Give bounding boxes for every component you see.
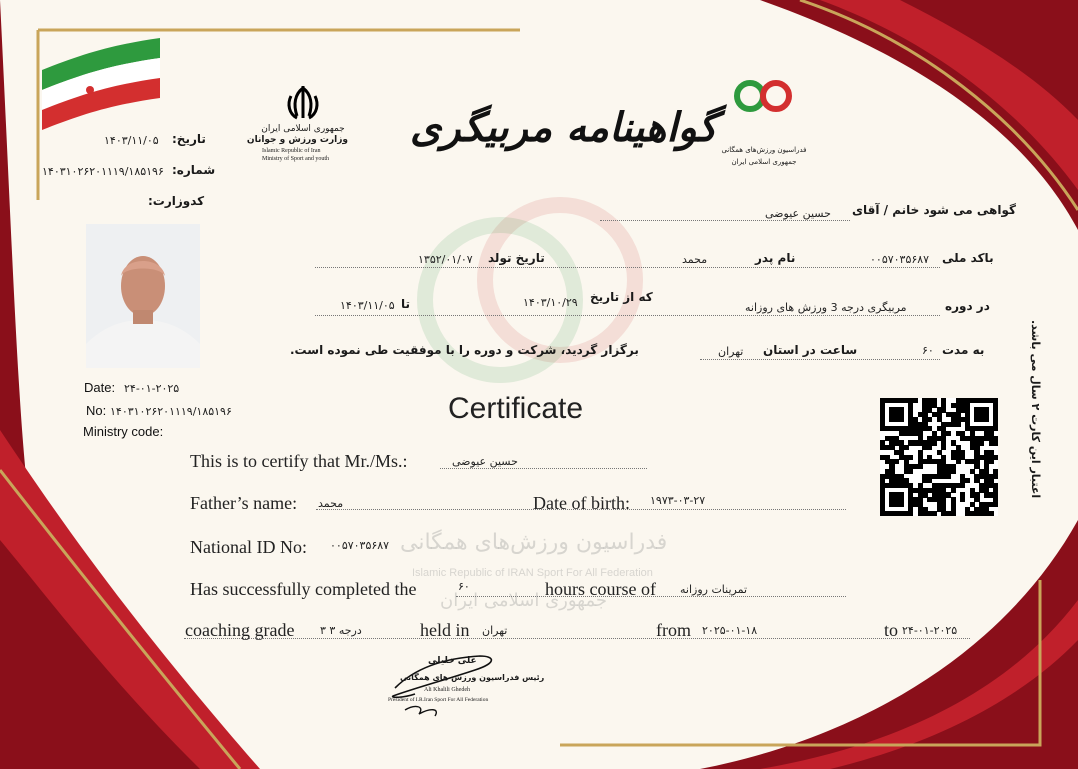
qr-module (946, 474, 951, 479)
qr-module (899, 502, 904, 507)
qr-module (932, 440, 937, 445)
emblem-en-line1: Islamic Republic of Iran (262, 148, 321, 154)
fa-birth-label: تاریخ تولد (488, 251, 545, 265)
qr-module (965, 478, 970, 483)
en-hours-label: hours course of (545, 579, 656, 599)
header-ministry-code-label: کدوزارت: (148, 194, 205, 208)
certificate-title-en: Certificate (448, 392, 584, 425)
header-number-value: ۱۴۰۳۱۰۲۶۲۰۱۱۱۹/۱۸۵۱۹۶ (42, 165, 164, 178)
federation-logo-line2: جمهوری اسلامی ایران (731, 158, 797, 166)
fa-father-label: نام پدر (755, 251, 796, 265)
qr-module (908, 511, 913, 516)
qr-module (951, 469, 956, 474)
fa-to-value: ۱۴۰۳/۱۱/۰۵ (340, 299, 395, 312)
en-line2-dots (316, 509, 846, 510)
en-line5-dots (184, 638, 970, 639)
en-father-value: محمد (318, 497, 344, 510)
en-hours-value: ۶۰ (458, 580, 470, 593)
fa-from-value: ۱۴۰۳/۱۰/۲۹ (523, 296, 578, 309)
emblem-en-line2: Ministry of Sport and youth (262, 156, 329, 162)
qr-module (960, 417, 965, 422)
fa-to-label: تا (401, 297, 411, 311)
federation-logo-icon (732, 76, 794, 120)
en-to-value: ۲۴-۰۱-۲۰۲۵ (902, 624, 958, 637)
fa-duration-value: ۶۰ (922, 344, 934, 357)
en-dob-label: Date of birth: (533, 493, 630, 513)
en-national-id-label: National ID No: (190, 537, 307, 557)
qr-module (993, 502, 998, 507)
signature-signer-fa: علی خلیلی (428, 656, 477, 666)
qr-module (880, 478, 885, 483)
en-from-value: ۲۰۲۵-۰۱-۱۸ (702, 624, 758, 637)
qr-module (956, 459, 961, 464)
header-date-label: تاریخ: (172, 132, 206, 146)
qr-code[interactable] (880, 398, 998, 516)
fa-line4-dots (700, 359, 940, 360)
qr-module (993, 440, 998, 445)
en-course-value: تمرینات روزانه (680, 583, 748, 596)
fa-duration-label: به مدت (942, 343, 985, 357)
fa-hours-province-label: ساعت در استان (763, 343, 858, 357)
left-ministry-code-label: Ministry code: (83, 424, 164, 439)
qr-module (904, 445, 909, 450)
qr-module (904, 478, 909, 483)
emblem-fa-line2: وزارت ورزش و جوانان (246, 135, 348, 145)
fa-course-value: مربیگری درجه 3 ورزش های روزانه (745, 301, 907, 314)
federation-logo-line1: فدراسیون ورزش‌های همگانی (721, 146, 807, 154)
qr-module (956, 422, 961, 427)
fa-province-value: تهران (718, 345, 744, 358)
fa-line3-dots (315, 315, 940, 316)
header-date-value: ۱۴۰۳/۱۱/۰۵ (104, 134, 159, 147)
qr-module (918, 464, 923, 469)
en-name-dots (440, 468, 647, 469)
qr-module (984, 417, 989, 422)
en-name-value: حسین عیوضی (452, 455, 518, 468)
qr-module (979, 440, 984, 445)
qr-module (913, 398, 918, 403)
qr-module (993, 474, 998, 479)
en-completed-label: Has successfully completed the (190, 579, 417, 599)
en-father-label: Father’s name: (190, 493, 298, 513)
iran-emblem-icon (283, 84, 323, 122)
fa-certify-label: گواهی می شود خانم / آقای (852, 203, 1016, 217)
iran-flag-icon (42, 38, 160, 130)
watermark-en-line: Islamic Republic of IRAN Sport For All Federation (412, 567, 653, 579)
qr-module (951, 488, 956, 493)
qr-module (908, 469, 913, 474)
fa-name-value: حسین عیوضی (765, 207, 831, 220)
qr-module (960, 483, 965, 488)
left-no-value: ۱۴۰۳۱۰۲۶۲۰۱۱۱۹/۱۸۵۱۹۶ (110, 405, 232, 418)
qr-module (951, 511, 956, 516)
qr-module (946, 431, 951, 436)
qr-module (908, 455, 913, 460)
qr-module (941, 445, 946, 450)
fa-closing-text: برگزار گردید، شرکت و دوره را با موفقیت طی نموده است. (290, 343, 639, 357)
en-national-id-value: ۰۰۵۷۰۳۵۶۸۷ (330, 539, 390, 552)
watermark-fa-line2: جمهوری اسلامی ایران (440, 590, 607, 611)
holder-photo (86, 224, 200, 368)
fa-line2-dots (315, 267, 940, 268)
signature-title-en: President of I.R.Iran Sport For All Federation (388, 697, 489, 703)
en-to-label: to (884, 620, 899, 640)
en-grade-label: coaching grade (185, 620, 295, 640)
signature-signer-en: Ali Khalili Ghedeh (424, 687, 470, 693)
fa-father-value: محمد (682, 253, 708, 266)
qr-module (989, 511, 994, 516)
fa-national-id-label: باکد ملی (942, 251, 994, 265)
en-from-label: from (656, 620, 691, 640)
qr-module (927, 445, 932, 450)
qr-module (989, 459, 994, 464)
qr-module (927, 417, 932, 422)
qr-module (932, 511, 937, 516)
en-line4-dots (456, 596, 846, 597)
qr-module (993, 455, 998, 460)
emblem-fa-line1: جمهوری اسلامی ایران (261, 124, 345, 134)
watermark-fa-line1: فدراسیون ورزش‌های همگانی (400, 530, 668, 555)
en-held-label: held in (420, 620, 470, 640)
qr-module (993, 426, 998, 431)
fa-birth-value: ۱۳۵۲/۰۱/۰۷ (418, 253, 473, 266)
fa-name-dots (600, 220, 850, 221)
qr-module (960, 407, 965, 412)
certificate-title-fa: گواهینامه مربیگری (410, 104, 718, 151)
en-held-value: تهران (482, 624, 508, 637)
side-validity-note: اعتبار این کارت ۲ سال می باشد. (1029, 320, 1042, 499)
signature-title-fa: رئیس فدراسیون ورزش های همگانی (400, 673, 545, 682)
qr-module (894, 459, 899, 464)
left-date-label: Date: (84, 380, 116, 395)
en-dob-value: ۱۹۷۳-۰۳-۲۷ (650, 494, 706, 507)
qr-module (960, 497, 965, 502)
fa-course-label: در دوره (945, 299, 990, 313)
left-date-value: ۲۴-۰۱-۲۰۲۵ (124, 382, 180, 395)
en-certify-label: This is to certify that Mr./Ms.: (190, 451, 408, 471)
qr-module (899, 417, 904, 422)
fa-from-label: که از تاریخ (590, 290, 653, 304)
fa-national-id-value: ۰۰۵۷۰۳۵۶۸۷ (870, 253, 930, 266)
header-number-label: شماره: (172, 163, 216, 177)
en-grade-value: ۳ درجه ۳ (320, 624, 362, 637)
left-no-label: No: (86, 403, 107, 418)
